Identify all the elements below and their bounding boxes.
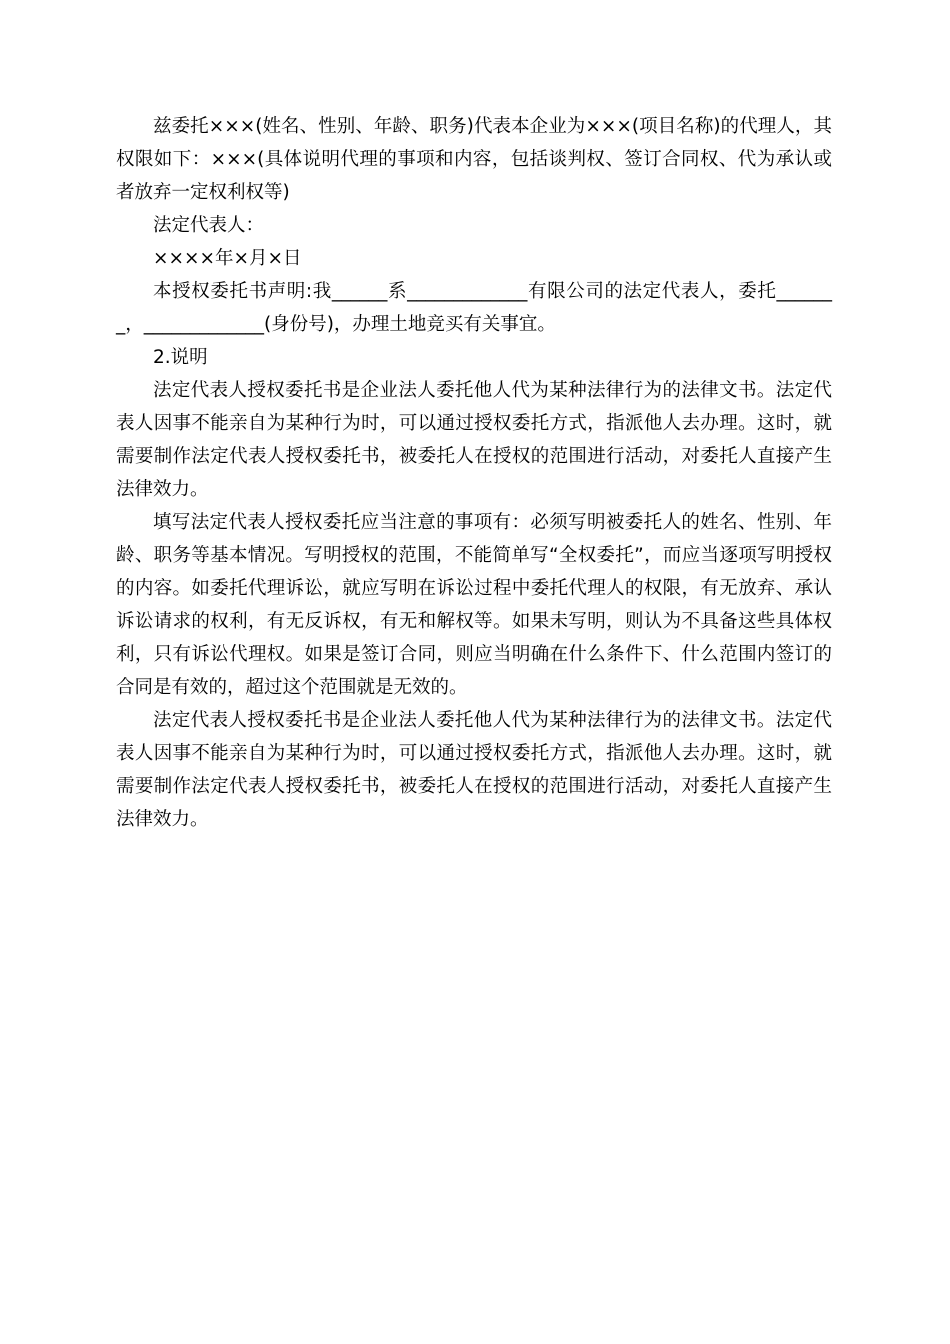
paragraph-explanation-3: 法定代表人授权委托书是企业法人委托他人代为某种法律行为的法律文书。法定代表人因事不能亲自为某种行为时，可以通过授权委托方式，指派他人去办理。这时，就需要制作法定代表人授权委托书，被委托人在授权的范围进行活动，对委托人直接产生法律效力。 xyxy=(116,710,832,830)
section-heading-explanation: 2.说明 xyxy=(153,347,208,368)
paragraph-statement: 本授权委托书声明:我______系_____________有限公司的法定代表人，委托_______，_____________(身份号)，办理土地竞买有关事宜。 xyxy=(116,281,832,335)
paragraph-date: ××××年×月×日 xyxy=(153,248,302,269)
paragraph-delegation: 兹委托×××(姓名、性别、年龄、职务)代表本企业为×××(项目名称)的代理人，其权限如下：×××(具体说明代理的事项和内容，包括谈判权、签订合同权、代为承认或者放弃一定权利权等) xyxy=(116,116,832,203)
paragraph-explanation-2: 填写法定代表人授权委托应当注意的事项有：必须写明被委托人的姓名、性别、年龄、职务等基本情况。写明授权的范围，不能简单写“全权委托”，而应当逐项写明授权的内容。如委托代理诉讼，就应写明在诉讼过程中委托代理人的权限，有无放弃、承认诉讼请求的权利，有无反诉权，有无和解权等。如果未写明，则认为不具备这些具体权利，只有诉讼代理权。如果是签订合同，则应当明确在什么条件下、什么范围内签订的合同是有效的，超过这个范围就是无效的。 xyxy=(116,512,832,698)
document-body xyxy=(116,110,832,836)
paragraph-legal-representative: 法定代表人： xyxy=(153,215,265,236)
paragraph-explanation-1: 法定代表人授权委托书是企业法人委托他人代为某种法律行为的法律文书。法定代表人因事不能亲自为某种行为时，可以通过授权委托方式，指派他人去办理。这时，就需要制作法定代表人授权委托书，被委托人在授权的范围进行活动，对委托人直接产生法律效力。 xyxy=(116,380,832,500)
